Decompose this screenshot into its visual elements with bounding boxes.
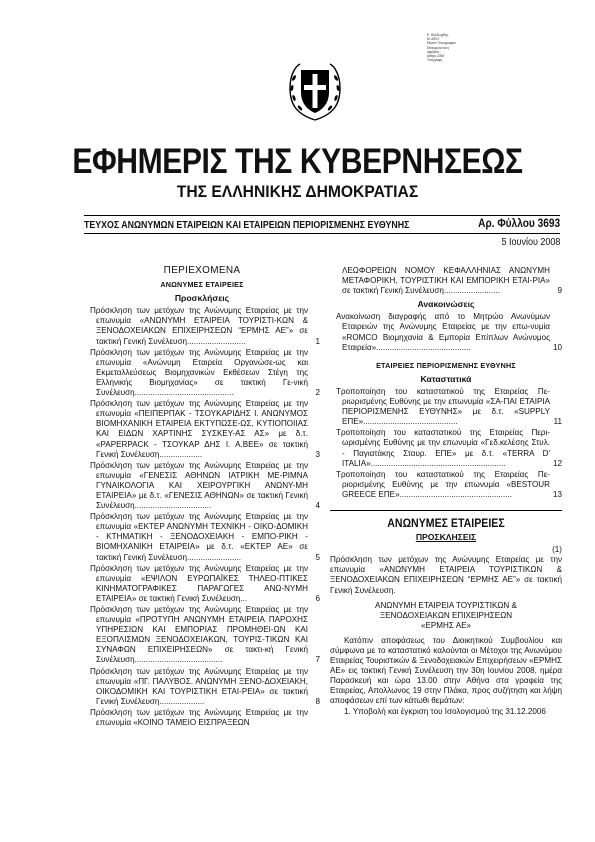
agenda-item-1: 1. Υποβολή και έγκριση του Ισολογισμού της 31.12.2006 [344, 706, 546, 716]
stamp-line: Ε. Θεοδωρίδης [427, 33, 449, 37]
toc-entry-text: Πρόσκληση των μετόχων της Ανώνυμης Εταιρείας με την επωνυμία «ΚΟΙΝΟ ΤΑΜΕΙΟ ΕΙΣΠΡΑΞΕΩΝ [90, 707, 308, 728]
stamp-line: ακρίβεια... [427, 49, 442, 54]
toc-entry-text: Πρόσκληση των μετόχων της Ανώνυμης Εταιρείας με την επωνυμία «ΓΕΝΕΣΙΣ ΑΘΗΝΩΝ ΙΑΤΡΙΚΗ ΜΕ-ΡΙΜΝΑ ΓΥΝΑΙΚΟΛΟΓΙΑ ΚΑΙ ΧΕΙΡΟΥΡΓΙΚΗ ΑΝΩΝΥ-ΜΗ ΕΤΑΙΡΕΙΑ» με δ.τ. «ΓΕΝΕΣΙΣ ΑΘΗΝΩΝ» σε τακτική Γενική Συνέλευση.................................. [90, 460, 308, 511]
stamp-line: Μ. Α/Ε/Χ [427, 37, 440, 42]
toc-entry-text: Πρόσκληση των μετόχων της Ανώνυμης Εταιρείας με την επωνυμία «ΕΨΙΛΟΝ ΕΥΡΩΠΑΪΚΕΣ ΤΗΛΕΟ-ΠΤΙΚΕΣ ΚΙΝΗΜΑΤΟΓΡΑΦΙΚΕΣ ΠΑΡΑΓΩΓΕΣ ΑΝΩ-ΝΥΜΗ ΕΤΑΙΡΕΙΑ» σε τακτική Γενική Συνέλευση... [90, 563, 308, 603]
toc-column-left [84, 266, 320, 729]
toc-entry-text: Τροποποίηση του καταστατικού της Εταιρείας Πε-ριορισμένης Ευθύνης με την επωνυμία «BESTOUR GREECE ΕΠΕ».................................................. [336, 469, 550, 499]
toc-entry[interactable] [330, 312, 562, 352]
company-name-line1: ΑΝΩΝΥΜΗ ΕΤΑΙΡΕΙΑ ΤΟΥΡΙΣΤΙΚΩΝ & [375, 600, 517, 610]
toc-entry-text: Τροποποίηση του καταστατικού της Εταιρείας Πε-ριωρισμένης Ευθύνης με την επωνυμία «ΣΑ-ΠΑΙ ΕΤΑΙΡΙΑ ΠΕΡΙΟΡΙΣΜΕΝΗΣ ΕΥΘΥΝΗΣ» με δ.τ. «SUPPLY ΕΠΕ».......................................... [336, 386, 550, 427]
toc-entry-page: 7 [315, 655, 320, 665]
toc-entry-page: 3 [315, 449, 320, 459]
stamp-line: Αθήνα 2008 [427, 54, 445, 59]
company-name-line3: «ΕΡΜΗΣ ΑΕ» [421, 620, 471, 630]
toc-column-right [330, 266, 562, 717]
toc-entry[interactable] [330, 428, 562, 468]
section-divider [330, 510, 562, 511]
toc-entry[interactable] [84, 348, 320, 398]
gazette-subtitle: ΤΗΣ ΕΛΛΗΝΙΚΗΣ ΔΗΜΟΚΡΑΤΙΑΣ [176, 182, 419, 201]
toc-notice-entries [330, 312, 562, 352]
toc-entry[interactable] [84, 605, 320, 666]
issue-date: 5 Ιουνίου 2008 [501, 237, 560, 248]
toc-entry-text: Πρόσκληση των μετόχων της Ανώνυμης Εταιρείας με την επωνυμία «Ανώνυμη Εταιρεία Οργανώσε-ως και Εκμεταλλεύσεως Βιομηχανικών Εκθέσεων Στέγη της Ελληνικής Βιομηχανίας» σε τακτική Γε-νική Συνέλευση............................................ [90, 347, 308, 398]
toc-heading: ΠΕΡΙΕΧΟΜΕΝΑ [163, 265, 241, 276]
toc-entry-page: 8 [315, 696, 320, 706]
toc-notices-heading: Ανακοινώσεις [417, 299, 475, 310]
toc-entry-page: 1 [315, 336, 320, 346]
toc-entry-page: 12 [552, 458, 562, 468]
toc-entry[interactable] [84, 667, 320, 707]
toc-entry-page: 10 [552, 342, 562, 352]
toc-entry-text: Πρόσκληση των μετόχων της Ανώνυμης Εταιρείας με την επωνυμία «ΠΓ. ΠΑΛΥΒΟΣ. ΑΝΩΝΥΜΗ ΞΕΝΟ-ΔΟΧΕΙΑΚΗ, ΟΙΚΟΔΟΜΙΚΗ ΚΑΙ ΤΟΥΡΙΣΤΙΚΗ ΕΤΑΙ-ΡΕΙΑ» σε τακτική Γενική Συνέλευση.................... [90, 666, 308, 706]
toc-entry-text: Τροποποίηση του καταστατικού της Εταιρείας Περι-ωρισμένης Ευθύνης με την επωνυμία «Γεδ.κελέσης Στυλ. - Παγιατάκης Σταυρ. ΕΠΕ» με δ.τ. «TERRA D' ITALIA»............................................................ [336, 428, 550, 468]
toc-statutes-heading: Καταστατικά [420, 373, 472, 384]
stamp-line: Επικυρώνεται η [427, 45, 450, 50]
toc-entry[interactable] [84, 461, 320, 511]
item-number: (1) [552, 545, 562, 555]
greek-coat-of-arms-icon [286, 58, 344, 122]
toc-entry-text: Πρόσκληση των μετόχων της Ανώνυμης Εταιρείας με την επωνυμία «ΑΝΩΝΥΜΗ ΕΤΑΙΡΕΙΑ ΤΟΥΡΙΣΤΙ-ΚΩΝ & ΞΕΝΟΔΟΧΕΙΑΚΩΝ ΕΠΙΧΕΙΡΗΣΕΩΝ “ΕΡΜΗΣ ΑΕ”» σε τακτική Γενική Συνέλευση.......................... [90, 306, 308, 346]
toc-entry[interactable] [84, 306, 320, 346]
toc-entry[interactable] [84, 564, 320, 604]
toc-entry[interactable] [330, 266, 562, 296]
toc-entry-page: 6 [315, 593, 320, 603]
sheet-number: Αρ. Φύλλου 3693 [478, 218, 560, 230]
toc-entry-text: Πρόσκληση των μετόχων της Ανώνυμης Εταιρείας με την επωνυμία «ΕΚΤΕΡ ΑΝΩΝΥΜΗ ΤΕΧΝΙΚΗ - ΟΙΚΟ-ΔΟΜΙΚΗ - ΚΤΗΜΑΤΙΚΗ - ΞΕΝΟΔΟΧΕΙΑΚΗ - ΕΜΠΟ-ΡΙΚΗ - ΒΙΟΜΗΧΑΝΙΚΗ ΕΤΑΙΡΕΙΑ» με δ.τ. «ΕΚΤΕΡ ΑΕ» σε τακτική Γενική Συνέλευση........................ [90, 512, 308, 562]
toc-entry-text: Πρόσκληση των μετόχων της Ανώνυμης Εταιρείας με την επωνυμία «ΠΕΙΠΕΡΠΑΚ - ΤΣΟΥΚΑΡΙΔΗΣ Ι. ΑΝΩΝΥΜΟΣ ΒΙΟΜΗΧΑΝΙΚΗ ΕΤΑΙΡΕΙΑ ΕΚΤΥΠΩΣΕ-ΩΣ, ΚΥΤΙΟΠΟΙΙΑΣ ΚΑΙ ΕΙΔΩΝ ΧΑΡΤΙΝΗΣ ΣΥΣΚΕΥ-ΑΣ ΑΣ» με δ.τ. «PAPERPACK - ΤΣΟΥΚΑΡ ΔΗΣ Ι. Α.ΒΕΕ» σε τακτική Γενική Συνέλευση................... [90, 399, 308, 459]
header-top-rule [84, 215, 560, 216]
company-name-line2: ΞΕΝΟΔΟΧΕΙΑΚΩΝ ΕΠΙΧΕΙΡΗΣΕΩΝ [379, 610, 513, 620]
toc-ltd-heading: ΕΤΑΙΡΕΙΕΣ ΠΕΡΙΟΡΙΣΜΕΝΗΣ ΕΥΘΥΝΗΣ [376, 360, 516, 370]
toc-entry-page: 5 [315, 552, 320, 562]
header-bottom-rule [84, 233, 560, 234]
toc-invitations-heading: Προσκλήσεις [174, 293, 230, 304]
toc-entries-left [84, 306, 320, 728]
toc-entry[interactable] [84, 399, 320, 460]
toc-entry-page: 4 [315, 501, 320, 511]
toc-entry-text: Πρόσκληση των μετόχων της Ανώνυμης Εταιρείας με την επωνυμία «ΠΡΟΤΥΠΗ ΑΝΩΝΥΜΗ ΕΤΑΙΡΕΙΑ ΠΑΡΟΧΗΣ ΥΠΗΡΕΣΙΩΝ ΚΑΙ ΕΜΠΟΡΙΑΣ ΠΡΟΜΗΘΕΙ-ΩΝ ΚΑΙ ΕΞΟΠΛΙΣΜΩΝ ΞΕΝΟΔΟΧΕΙΑΚΩΝ, ΤΟΥΡΙΣ-ΤΙΚΩΝ ΚΑΙ ΣΥΝΑΦΩΝ ΕΠΙΧΕΙΡΗΣΕΩΝ» σε τακτι-κή Γενική Συνέλευση....................................... [90, 605, 308, 665]
toc-sa-heading: ΑΝΩΝΥΜΕΣ ΕΤΑΙΡΕΙΕΣ [160, 280, 244, 290]
toc-entry-text: ΛΕΩΦΟΡΕΙΩΝ ΝΟΜΟΥ ΚΕΦΑΛΛΗΝΙΑΣ ΑΝΩΝΥΜΗ ΜΕΤΑΦΟΡΙΚΗ, ΤΟΥΡΙΣΤΙΚΗ ΚΑΙ ΕΜΠΟΡΙΚΗ ΕΤΑΙ-ΡΙΑ» σε τακτική Γενική Συνέλευση......................... [342, 266, 550, 296]
toc-entry-page: 9 [557, 286, 562, 296]
issue-series: ΤΕΥΧΟΣ ΑΝΩΝΥΜΩΝ ΕΤΑΙΡΕΙΩΝ ΚΑΙ ΕΤΑΙΡΕΙΩΝ ΠΕΡΙΟΡΙΣΜΕΝΗΣ ΕΥΘΥΝΗΣ [84, 220, 410, 231]
toc-entry[interactable] [330, 387, 562, 427]
stamp-line: Εθνικό Τυπογραφείο [427, 41, 456, 46]
main-subheading: ΠΡΟΣΚΛΗΣΕΙΣ [415, 532, 477, 543]
invitation-body: Κατόπιν αποφάσεως του Διοικητικού Συμβουλίου και σύμφωνα με το καταστατικό καλούνται οι Μέτοχοι της Ανωνύμου Εταιρείας Τουριστικών & Ξενοδοχειακών Επιχειρήσεων «ΕΡΜΗΣ ΑΕ» εις τακτική Γενική Συνέλευση την 30η Ιουνίου 2008, ημέρα Παρασκευή και ώρα 13.00 στην Αθήνα στα γραφεία της Εταιρείας, Απολλωνος 19 στην Πλάκα, προς συζήτηση και λήψη αποφάσεων επί των κάτωθι θεμάτων: [330, 635, 562, 706]
toc-ltd-entries [330, 387, 562, 500]
toc-entry-text: Ανακοίνωση διαγραφής από το Μητρώο Ανωνύμων Εταιρειών της Ανώνυμης Εταιρείας με την επω-νυμία «ROMCO Βιομηχανία & Εμπορία Επίπλων Ανώνυμος Εταιρεία».......................................... [336, 312, 550, 352]
main-heading: ΑΝΩΝΥΜΕΣ ΕΤΑΙΡΕΙΕΣ [387, 517, 505, 530]
gazette-title: ΕΦΗΜΕΡΙΣ ΤΗΣ ΚΥΒΕΡΝΗΣΕΩΣ [72, 142, 523, 181]
toc-entry[interactable] [84, 708, 320, 728]
invitation-intro: Πρόσκληση των μετόχων της Ανώνυμης Εταιρείας με την επωνυμία «ΑΝΩΝΥΜΗ ΕΤΑΙΡΕΙΑ ΤΟΥΡΙΣΤΙΚΩΝ & ΞΕΝΟΔΟΧΕΙΑΚΩΝ ΕΠΙΧΕΙΡΗΣΕΩΝ “ΕΡΜΗΣ ΑΕ”» σε τακτική Γενική Συνέλευση. [330, 555, 562, 595]
toc-entry-page: 2 [315, 388, 320, 398]
toc-entry-page: 11 [553, 417, 562, 427]
toc-entry[interactable] [84, 512, 320, 562]
toc-entry[interactable] [330, 470, 562, 500]
stamp-line: Υπογραφή [427, 58, 443, 63]
toc-entry-page: 13 [552, 489, 562, 499]
validation-stamp [427, 33, 487, 62]
